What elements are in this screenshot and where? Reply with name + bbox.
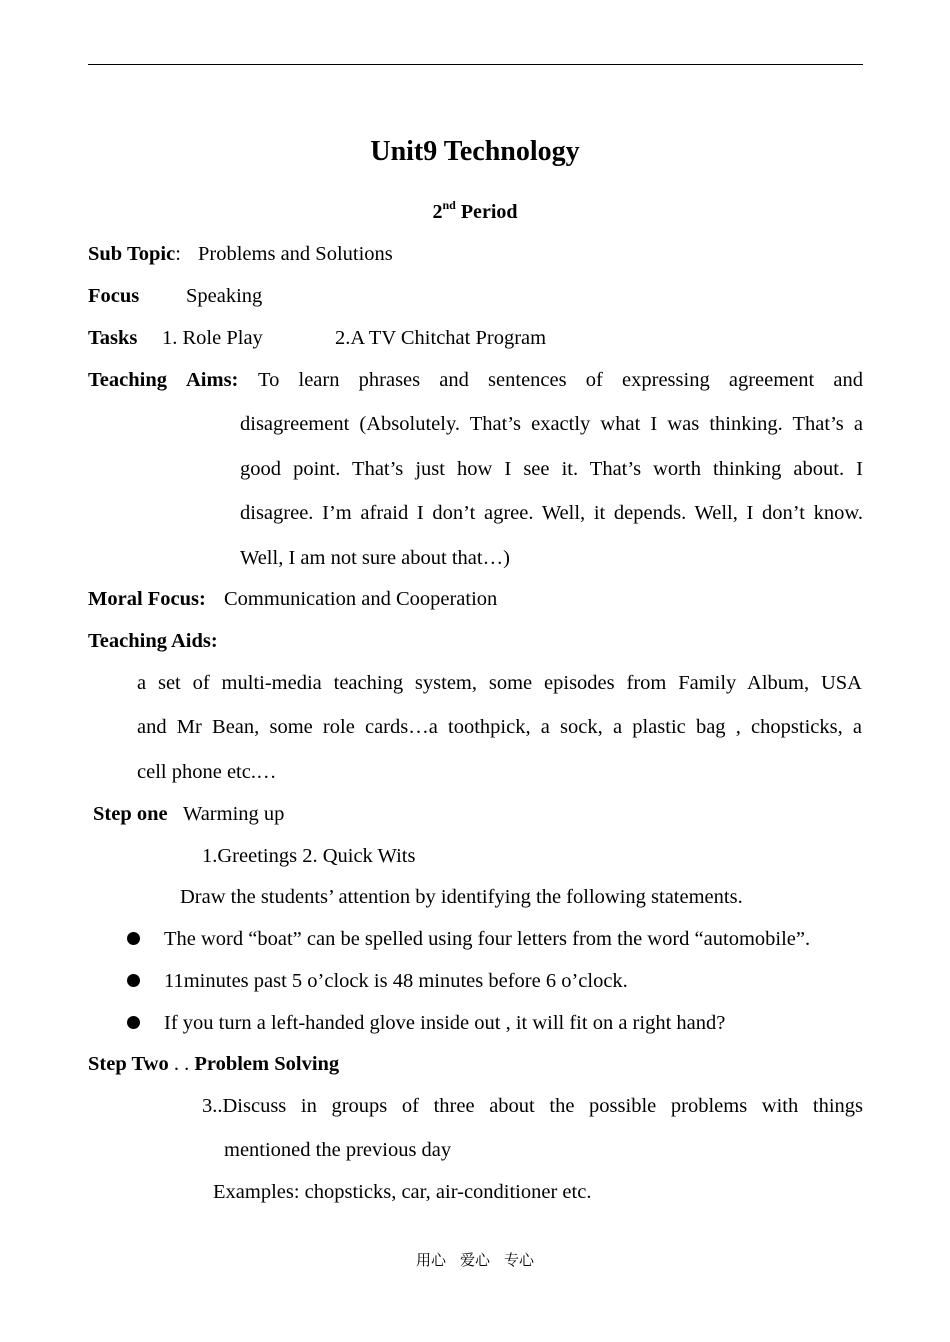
focus-label: Focus [88, 285, 140, 307]
bullet-item-3: If you turn a left-handed glove inside out , it will fit on a right hand? [164, 1012, 726, 1034]
teaching-aims-label: Teaching [88, 369, 167, 391]
task-item-1: 1. Role Play [162, 327, 263, 349]
step-two-heading: Step Two . . Problem Solving [88, 1053, 340, 1075]
bullet-item-1: The word “boat” can be spelled using four letters from the word “automobile”. [164, 928, 811, 950]
period-word: Period [460, 201, 518, 223]
moral-focus-label: Moral Focus: [88, 588, 206, 610]
step-two-line-1: 3..Discuss in groups of three about the possible problems with things [202, 1095, 863, 1117]
tasks-label: Tasks [88, 327, 138, 349]
teaching-aims-label-2: Aims: [186, 369, 239, 391]
step-two-line-2: mentioned the previous day [224, 1139, 452, 1161]
bullet-dot-icon [127, 974, 140, 987]
step-one-instruction: Draw the students’ attention by identifying the following statements. [180, 886, 743, 908]
page-title: Unit9 Technology [370, 136, 580, 167]
teaching-aids-line-1: a set of multi-media teaching system, some episodes from Family Album, USA [137, 672, 862, 694]
bullet-dot-icon [127, 1016, 140, 1029]
teaching-aids-label: Teaching Aids: [88, 630, 218, 652]
step-one-sub: 1.Greetings 2. Quick Wits [202, 845, 416, 867]
bullet-dot-icon [127, 932, 140, 945]
step-one-label: Step one [93, 803, 168, 825]
step-one-title: Warming up [183, 803, 285, 825]
teaching-aims-line-4: disagree. I’m afraid I don’t agree. Well, it depends. Well, I don’t know. [240, 502, 863, 524]
bullet-item-2: 11minutes past 5 o’clock is 48 minutes before 6 o’clock. [164, 970, 628, 992]
period-heading [0, 198, 950, 223]
sub-topic-value: Problems and Solutions [198, 243, 393, 265]
moral-focus-value: Communication and Cooperation [224, 588, 498, 610]
sub-topic-label: Sub Topic [88, 243, 176, 265]
teaching-aims-line-2: disagreement (Absolutely. That’s exactly what I was thinking. That’s a [240, 413, 863, 435]
teaching-aids-line-3: cell phone etc.… [137, 761, 277, 783]
task-item-2: 2.A TV Chitchat Program [335, 327, 547, 349]
header-rule [88, 64, 863, 65]
teaching-aims-line-5: Well, I am not sure about that…) [240, 547, 510, 569]
sub-topic-line: Sub Topic: [88, 243, 181, 265]
step-two-examples: Examples: chopsticks, car, air-conditioner etc. [213, 1181, 592, 1203]
period-number: 2 [432, 201, 443, 223]
teaching-aims-line-1: To learn phrases and sentences of expressing agreement and [258, 369, 863, 391]
teaching-aids-line-2: and Mr Bean, some role cards…a toothpick, a sock, a plastic bag , chopsticks, a [137, 716, 862, 738]
page-footer: 用心 爱心 专心 [415, 1251, 535, 1269]
focus-value: Speaking [186, 285, 263, 307]
teaching-aims-line-3: good point. That’s just how I see it. That’s worth thinking about. I [240, 458, 863, 480]
period-suffix: nd [442, 198, 456, 212]
